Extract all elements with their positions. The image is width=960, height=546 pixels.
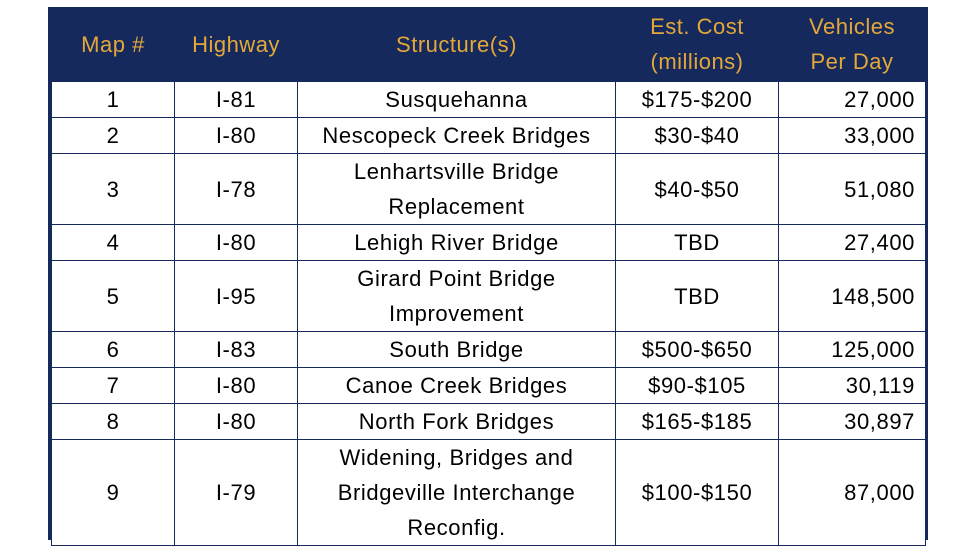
structure-line: Reconfig.: [407, 515, 506, 540]
highway-projects-table: [51, 7, 926, 546]
header-map: Map #: [52, 7, 175, 82]
cell-map-number: 3: [52, 154, 175, 225]
cell-vehicles-per-day: 87,000: [779, 440, 926, 546]
cell-est-cost: $165-$185: [616, 404, 779, 440]
header-est-cost: [616, 7, 779, 82]
structure-line: Improvement: [389, 301, 524, 326]
structure-line: Nescopeck Creek Bridges: [322, 123, 591, 148]
structure-line: Bridgeville Interchange: [337, 480, 576, 505]
cell-structure: [298, 118, 616, 154]
cell-vehicles-per-day: 30,897: [779, 404, 926, 440]
header-est-cost-line1: Est. Cost: [650, 14, 744, 39]
structure-line: Lenhartsville Bridge: [353, 159, 560, 184]
table-row: [52, 82, 926, 118]
cell-map-number: 8: [52, 404, 175, 440]
table-row: [52, 154, 926, 225]
cell-highway: I-81: [175, 82, 298, 118]
cell-map-number: 2: [52, 118, 175, 154]
table-frame: [48, 7, 928, 540]
cell-map-number: 1: [52, 82, 175, 118]
cell-highway: I-80: [175, 118, 298, 154]
cell-vehicles-per-day: 125,000: [779, 332, 926, 368]
cell-est-cost: TBD: [616, 225, 779, 261]
cell-highway: I-78: [175, 154, 298, 225]
cell-vehicles-per-day: 27,400: [779, 225, 926, 261]
cell-vehicles-per-day: 30,119: [779, 368, 926, 404]
header-structure: Structure(s): [298, 7, 616, 82]
cell-est-cost: TBD: [616, 261, 779, 332]
cell-highway: I-80: [175, 368, 298, 404]
cell-structure: [298, 332, 616, 368]
table-row: [52, 261, 926, 332]
cell-highway: I-80: [175, 404, 298, 440]
cell-structure: [298, 261, 616, 332]
header-vehicles-line1: Vehicles: [809, 14, 895, 39]
cell-structure: [298, 154, 616, 225]
cell-map-number: 9: [52, 440, 175, 546]
table-row: [52, 225, 926, 261]
table-row: [52, 118, 926, 154]
cell-vehicles-per-day: 27,000: [779, 82, 926, 118]
cell-map-number: 5: [52, 261, 175, 332]
cell-est-cost: $500-$650: [616, 332, 779, 368]
structure-line: Girard Point Bridge: [357, 266, 556, 291]
structure-line: South Bridge: [389, 337, 524, 362]
header-est-cost-line2: (millions): [650, 49, 744, 74]
structure-line: Canoe Creek Bridges: [345, 373, 568, 398]
cell-est-cost: $100-$150: [616, 440, 779, 546]
table-row: [52, 440, 926, 546]
structure-line: Widening, Bridges and: [339, 445, 574, 470]
cell-highway: I-79: [175, 440, 298, 546]
cell-vehicles-per-day: 33,000: [779, 118, 926, 154]
cell-structure: [298, 368, 616, 404]
cell-est-cost: $40-$50: [616, 154, 779, 225]
cell-structure: [298, 225, 616, 261]
header-vehicles-line2: Per Day: [810, 49, 894, 74]
structure-line: Lehigh River Bridge: [354, 230, 559, 255]
cell-est-cost: $90-$105: [616, 368, 779, 404]
structure-line: North Fork Bridges: [358, 409, 555, 434]
cell-map-number: 7: [52, 368, 175, 404]
table-row: [52, 332, 926, 368]
cell-structure: [298, 440, 616, 546]
cell-vehicles-per-day: 51,080: [779, 154, 926, 225]
table-row: [52, 404, 926, 440]
cell-structure: [298, 82, 616, 118]
cell-est-cost: $30-$40: [616, 118, 779, 154]
cell-map-number: 4: [52, 225, 175, 261]
cell-highway: I-83: [175, 332, 298, 368]
structure-line: Susquehanna: [385, 87, 528, 112]
header-row: [52, 7, 926, 82]
header-vehicles: [779, 7, 926, 82]
table-body: [52, 82, 926, 546]
cell-est-cost: $175-$200: [616, 82, 779, 118]
structure-line: Replacement: [388, 194, 525, 219]
cell-highway: I-80: [175, 225, 298, 261]
cell-vehicles-per-day: 148,500: [779, 261, 926, 332]
table-row: [52, 368, 926, 404]
cell-structure: [298, 404, 616, 440]
cell-highway: I-95: [175, 261, 298, 332]
cell-map-number: 6: [52, 332, 175, 368]
header-highway: Highway: [175, 7, 298, 82]
